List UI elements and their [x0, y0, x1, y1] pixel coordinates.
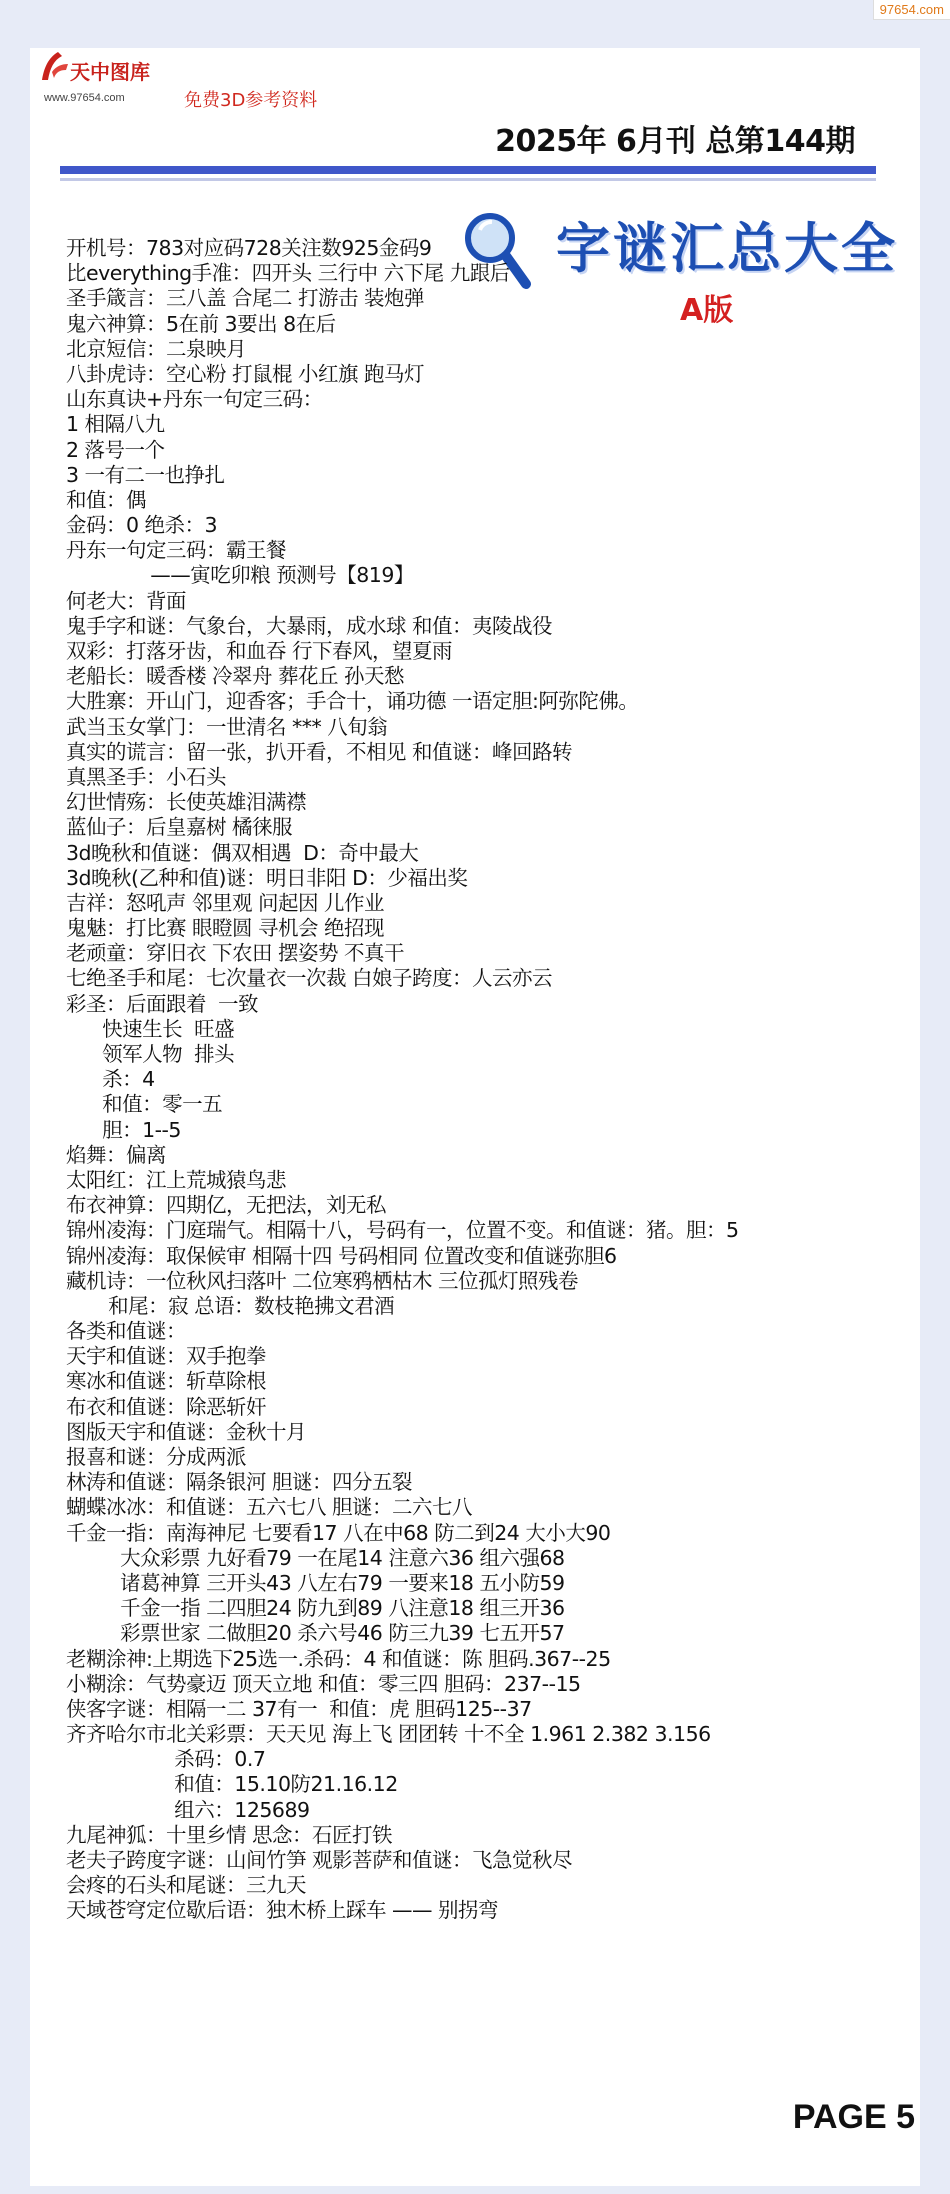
logo-url: www.97654.com: [44, 92, 125, 104]
riddle-line: 侠客字谜：相隔一二 37有一 和值：虎 胆码125--37: [66, 1696, 532, 1721]
riddle-line: 林涛和值谜：隔条银河 胆谜：四分五裂: [66, 1470, 413, 1495]
riddle-line: 诸葛神算 三开头43 八左右79 一要来18 五小防59: [66, 1570, 565, 1595]
riddle-line: 天域苍穹定位歇后语：独木桥上踩车 —— 别拐弯: [66, 1898, 499, 1923]
riddle-line: 开机号：783对应码728关注数925金码9: [66, 236, 432, 260]
riddle-line: 胆：1--5: [66, 1117, 181, 1142]
riddle-line: 老糊涂神:上期选下25选一.杀码：4 和值谜：陈 胆码.367--25: [66, 1646, 611, 1671]
riddle-list: [66, 236, 886, 1924]
riddle-line: 3d晚秋(乙种和值)谜：明日非阳 D：少福出奖: [66, 865, 468, 890]
riddle-line: 九尾神狐：十里乡情 思念：石匠打铁: [66, 1822, 393, 1847]
riddle-line: 布衣神算：四期亿，无把法，刘无私: [66, 1193, 386, 1218]
riddle-line: 大胜寨：开山门，迎香客；手合十，诵功德 一语定胆:阿弥陀佛。: [66, 689, 639, 714]
riddle-line: 蓝仙子：后皇嘉树 橘徕服: [66, 815, 293, 840]
riddle-line: 藏机诗：一位秋风扫落叶 二位寒鸦栖枯木 三位孤灯照残卷: [66, 1268, 579, 1293]
issue-label: 2025年 6月刊 总第144期: [495, 124, 855, 159]
riddle-line: 老船长：暖香楼 冷翠舟 葬花丘 孙天愁: [66, 664, 405, 689]
riddle-line: 丹东一句定三码：霸王餐: [66, 538, 286, 563]
riddle-line: 双彩：打落牙齿，和血吞 行下春风，望夏雨: [66, 639, 453, 663]
riddle-line: 八卦虎诗：空心粉 打鼠棍 小红旗 跑马灯: [66, 361, 425, 386]
logo-icon: [38, 50, 70, 84]
riddle-line: 蝴蝶冰冰：和值谜：五六七八 胆谜：二六七八: [66, 1495, 473, 1520]
riddle-line: 真实的谎言：留一张，扒开看，不相见 和值谜：峰回路转: [66, 739, 573, 764]
riddle-line: 杀码：0.7: [66, 1747, 266, 1772]
riddle-line: 锦州凌海：取保候审 相隔十四 号码相同 位置改变和值谜弥胆6: [66, 1243, 617, 1268]
riddle-line: 组六：125689: [66, 1797, 310, 1822]
riddle-line: 2 落号一个: [66, 437, 165, 462]
riddle-line: 千金一指 二四胆24 防九到89 八注意18 组三开36: [66, 1596, 565, 1621]
header-divider-thin: [60, 178, 876, 181]
page-number: PAGE 5: [792, 2098, 915, 2136]
riddle-line: 比everything手准：四开头 三行中 六下尾 九跟后: [66, 261, 510, 286]
riddle-line: 和值：偶: [66, 487, 146, 512]
riddle-line: 小糊涂：气势豪迈 顶天立地 和值：零三四 胆码：237--15: [66, 1671, 581, 1696]
riddle-line: 杀：4: [66, 1067, 155, 1092]
riddle-line: 和尾：寂 总语：数枝艳拂文君酒: [66, 1293, 395, 1318]
site-watermark: 97654.com: [873, 0, 950, 20]
riddle-line: 鬼六神算：5在前 3要出 8在后: [66, 311, 336, 336]
edition-badge: A版: [680, 293, 734, 328]
riddle-line: 快速生长 旺盛: [66, 1016, 235, 1041]
riddle-line: 领军人物 排头: [66, 1042, 235, 1066]
riddle-line: 大众彩票 九好看79 一在尾14 注意六36 组六强68: [66, 1545, 565, 1570]
logo-name: 天中图库: [70, 60, 150, 84]
riddle-line: 3d晚秋和值谜：偶双相遇 D：奇中最大: [66, 840, 419, 865]
header-divider: [60, 166, 876, 174]
riddle-line: 3 一有二一也挣扎: [66, 462, 225, 487]
riddle-line: 各类和值谜：: [66, 1319, 186, 1344]
riddle-line: 彩圣：后面跟着 一致: [66, 991, 259, 1016]
header-slogan: 免费3D参考资料: [184, 90, 318, 111]
riddle-line: 幻世情殇：长使英雄泪满襟: [66, 790, 306, 815]
riddle-line: 千金一指：南海神尼 七要看17 八在中68 防二到24 大小大90: [66, 1520, 611, 1545]
riddle-line: 和值：15.10防21.16.12: [66, 1772, 398, 1797]
riddle-line: 何老大：背面: [66, 588, 186, 613]
riddle-line: 锦州凌海：门庭瑞气。相隔十八，号码有一，位置不变。和值谜：猪。胆：5: [66, 1218, 739, 1243]
riddle-line: 山东真诀+丹东一句定三码：: [66, 387, 323, 412]
riddle-line: 和值：零一五: [66, 1092, 223, 1117]
riddle-line: ——寅吃卯粮 预测号【819】: [66, 563, 414, 588]
riddle-line: 鬼手字和谜：气象台，大暴雨，成水球 和值：夷陵战役: [66, 613, 553, 638]
riddle-line: 金码：0 绝杀：3: [66, 513, 218, 538]
riddle-line: 焰舞：偏离: [66, 1142, 166, 1167]
riddle-line: 吉祥：怒吼声 邻里观 问起因 儿作业: [66, 890, 385, 915]
riddle-line: 太阳红：江上荒城猿鸟悲: [66, 1167, 286, 1192]
riddle-line: 真黑圣手：小石头: [66, 764, 226, 789]
riddle-line: 圣手箴言：三八盖 合尾二 打游击 装炮弹: [66, 286, 425, 311]
riddle-line: 会疼的石头和尾谜：三九天: [66, 1873, 306, 1898]
riddle-line: 布衣和值谜：除恶斩奸: [66, 1394, 266, 1419]
riddle-line: 武当玉女掌门：一世清名 *** 八旬翁: [66, 714, 388, 739]
riddle-line: 报喜和谜：分成两派: [66, 1445, 246, 1469]
riddle-line: 北京短信：二泉映月: [66, 336, 246, 361]
riddle-line: 彩票世家 二做胆20 杀六号46 防三九39 七五开57: [66, 1621, 565, 1646]
riddle-line: 七绝圣手和尾：七次量衣一次裁 白娘子跨度：人云亦云: [66, 966, 553, 991]
riddle-line: 齐齐哈尔市北关彩票：天天见 海上飞 团团转 十不全 1.961 2.382 3.156: [66, 1722, 711, 1747]
page-title: 字谜汇总大全: [556, 217, 898, 280]
riddle-line: 天宇和值谜：双手抱拳: [66, 1344, 266, 1369]
riddle-line: 图版天宇和值谜：金秋十月: [66, 1419, 306, 1444]
riddle-line: 1 相隔八九: [66, 412, 165, 437]
riddle-line: 鬼魅：打比赛 眼瞪圆 寻机会 绝招现: [66, 916, 385, 941]
riddle-line: 寒冰和值谜：斩草除根: [66, 1369, 266, 1394]
riddle-line: 老夫子跨度字谜：山间竹笋 观影菩萨和值谜：飞急觉秋尽: [66, 1848, 573, 1872]
riddle-line: 老顽童：穿旧衣 下农田 摆姿势 不真干: [66, 941, 405, 966]
